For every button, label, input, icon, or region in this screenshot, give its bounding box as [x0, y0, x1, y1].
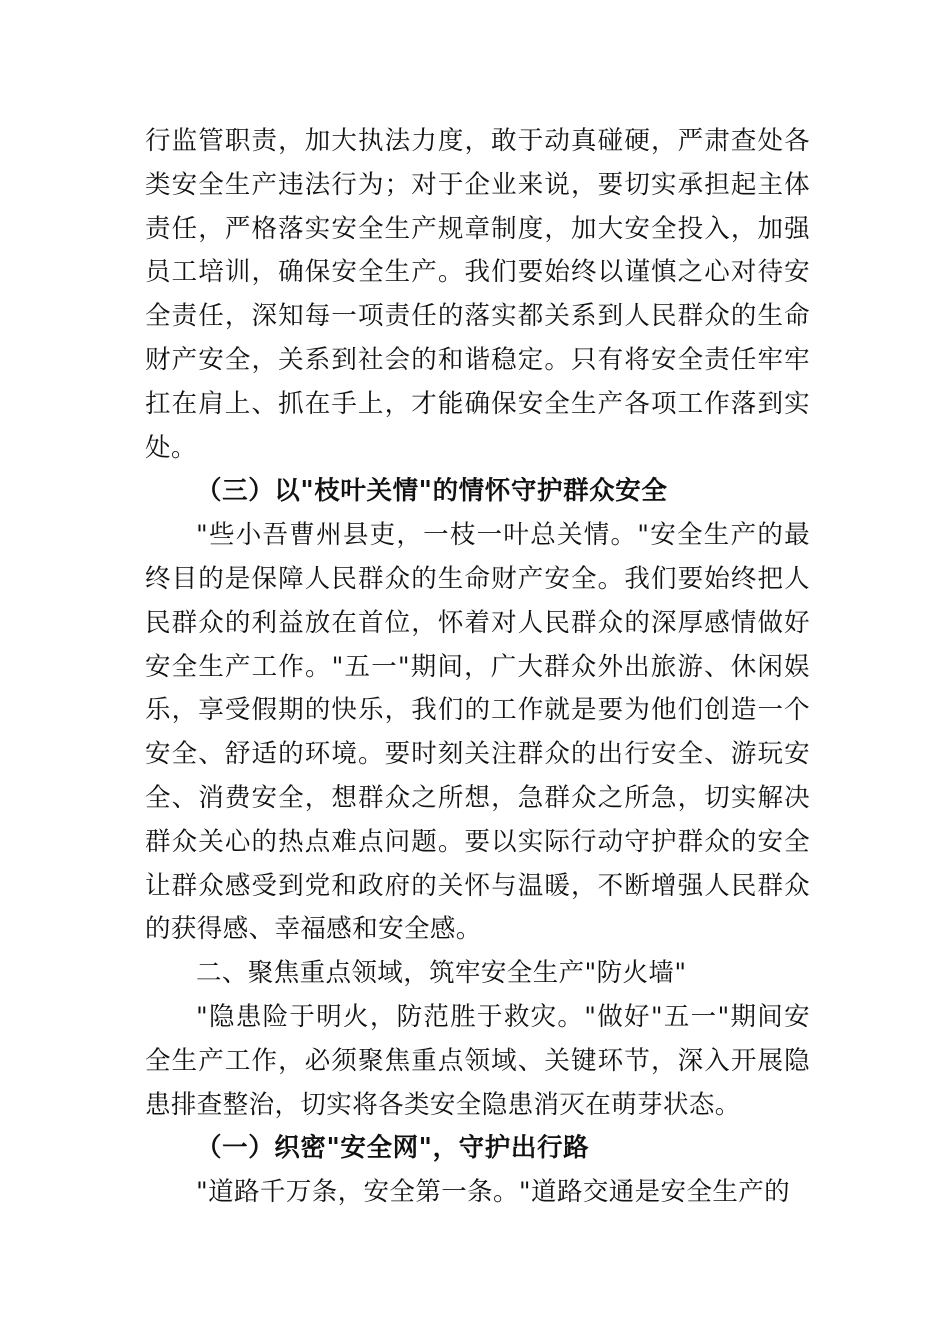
section-heading-two: 二、聚焦重点领域，筑牢安全生产"防火墙" — [196, 958, 687, 989]
paragraph-hazard-prevention: "隐患险于明火，防范胜于救灾。"做好"五一"期间安全生产工作，必须聚焦重点领域、关键环节，深入开展隐患排查整治，切实将各类安全隐患消灭在萌芽状态。 — [145, 1001, 810, 1120]
subheading-one: （一）织密"安全网"，守护出行路 — [196, 1133, 590, 1164]
paragraph-road-safety: "道路千万条，安全第一条。"道路交通是安全生产的 — [196, 1177, 791, 1208]
paragraph-protect-masses: "些小吾曹州县吏，一枝一叶总关情。"安全生产的最终目的是保障人民群众的生命财产安全。我们要始终把人民群众的利益放在首位，怀着对人民群众的深厚感情做好安全生产工作。"五一"期间，广大群众外出旅游、休闲娱乐，享受假期的快乐，我们的工作就是要为他们创造一个安全、舒适的环境。要时刻关注群众的出行安全、游玩安全、消费安全，想群众之所想，急群众之所急，切实解决群众关心的热点难点问题。要以实际行动守护群众的安全让群众感受到党和政府的关怀与温暖，不断增强人民群众的获得感、幸福感和安全感。 — [145, 520, 810, 945]
document-body — [145, 120, 810, 1215]
subheading-three: （三）以"枝叶关情"的情怀守护群众安全 — [196, 476, 668, 507]
paragraph-continued-responsibility: 行监管职责，加大执法力度，敢于动真碰硬，严肃查处各类安全生产违法行为；对于企业来说，要切实承担起主体责任，严格落实安全生产规章制度，加大安全投入，加强员工培训，确保安全生产。我们要始终以谨慎之心对待安全责任，深知每一项责任的落实都关系到人民群众的生命财产安全，关系到社会的和谐稳定。只有将安全责任牢牢扛在肩上、抓在手上，才能确保安全生产各项工作落到实处。 — [145, 126, 810, 463]
